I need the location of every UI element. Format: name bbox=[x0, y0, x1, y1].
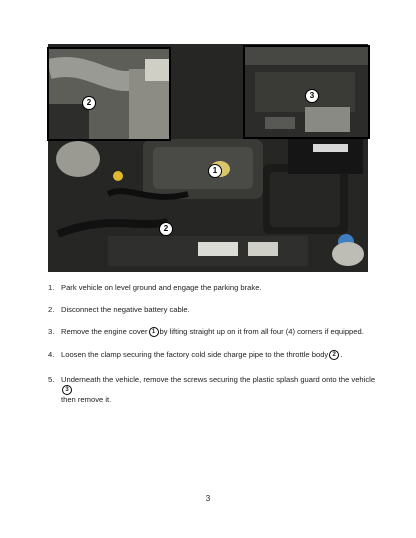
callout-marker: 3 bbox=[305, 89, 319, 103]
step-text: Park vehicle on level ground and engage the parking brake. bbox=[61, 283, 262, 292]
callout-marker: 2 bbox=[159, 222, 173, 236]
step-text-before: Remove the engine cover bbox=[61, 327, 148, 336]
step-text-before: Underneath the vehicle, remove the screws securing the plastic splash guard onto the vehicle bbox=[61, 375, 376, 384]
step-text-after: by lifting straight up on it from all four (4) corners if equipped. bbox=[159, 327, 364, 336]
step-number: 1. bbox=[48, 283, 55, 292]
step-number: 4. bbox=[48, 350, 55, 359]
page-number: 3 bbox=[205, 494, 211, 503]
step-text: Disconnect the negative battery cable. bbox=[61, 305, 190, 314]
step-text bbox=[61, 375, 377, 405]
step-text-after: then remove it. bbox=[61, 395, 112, 404]
inset-photo-charge-pipe-illustration bbox=[49, 49, 169, 139]
step-text-after: . bbox=[340, 350, 343, 359]
inset-photo-charge-pipe bbox=[47, 47, 171, 141]
step-callout-marker: 2 bbox=[329, 350, 339, 360]
step-text bbox=[61, 327, 377, 337]
step-text bbox=[61, 350, 377, 360]
step-callout-marker: 3 bbox=[62, 385, 72, 395]
step-number: 5. bbox=[48, 375, 55, 384]
step-number: 3. bbox=[48, 327, 55, 336]
callout-marker: 2 bbox=[82, 96, 96, 110]
callout-marker: 1 bbox=[208, 164, 222, 178]
step-text-before: Loosen the clamp securing the factory cold side charge pipe to the throttle body bbox=[61, 350, 329, 359]
step-number: 2. bbox=[48, 305, 55, 314]
step-callout-marker: 1 bbox=[149, 327, 159, 337]
